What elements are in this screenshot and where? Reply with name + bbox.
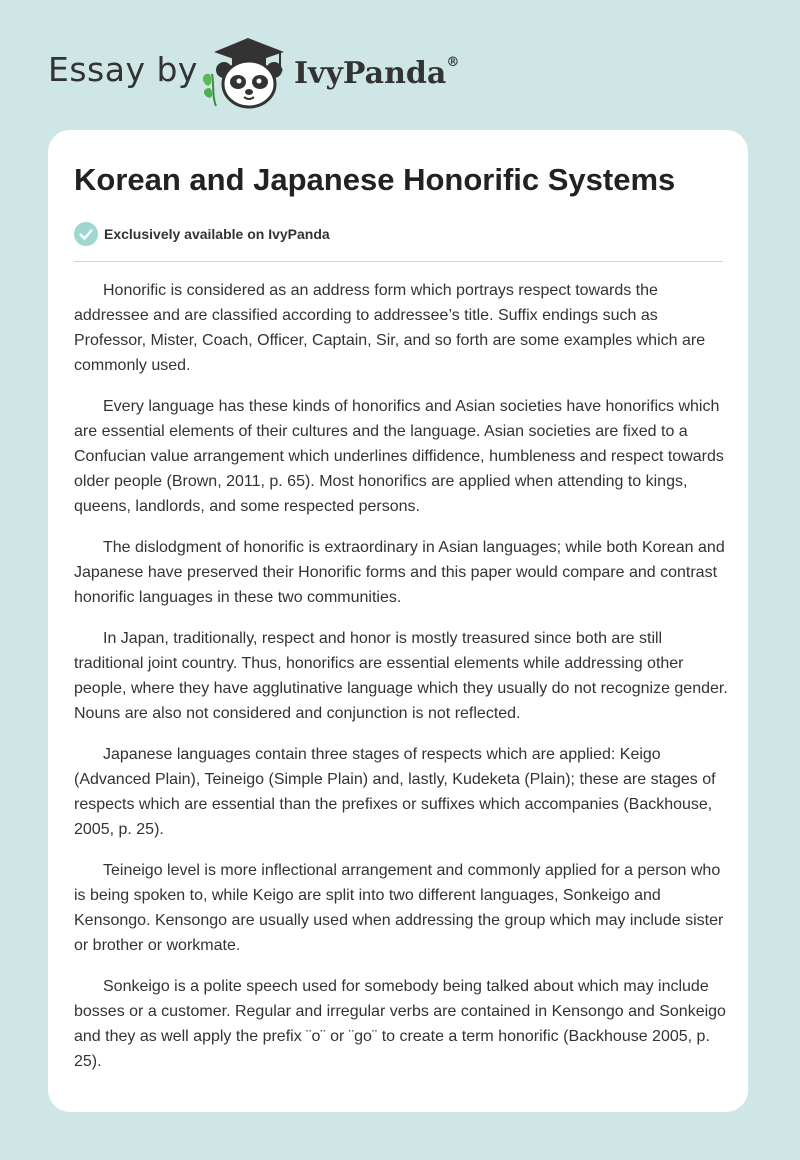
paragraph: Honorific is considered as an address form which portrays respect towards the addressee and are classified according to addressee’s title. Suffix endings such as Professor, Mister, Coach, Officer, Captain, Sir, and so forth are some examples which are commonly used.: [74, 282, 706, 374]
brand-prefix: Essay by: [48, 50, 198, 89]
exclusive-badge: [74, 222, 330, 246]
panda-graduate-logo-icon: [198, 34, 290, 110]
paragraph: Every language has these kinds of honorifics and Asian societies have honorifics which are essential elements of their cultures and the language. Asian societies are fixed to a Confucian value arrangement which underlines diffidence, humbleness and respect towards older people (Brown, 2011, p. 65). Most honorifics are applied when attending to kings, queens, landlords, and some respected persons.: [74, 398, 724, 515]
paragraph: In Japan, traditionally, respect and honor is mostly treasured since both are still traditional joint country. Thus, honorifics are essential elements while addressing other people, where they have agglutinative language which they usually do not recognize gender. Nouns are also not considered and conjunction is not reflected.: [74, 630, 728, 722]
paragraph: Japanese languages contain three stages of respects which are applied: Keigo (Advanced Plain), Teineigo (Simple Plain) and, lastly, Kudeketa (Plain); these are stages of respects which are essential than the prefixes or suffixes which accompanies (Backhouse, 2005, p. 25).: [74, 746, 716, 838]
exclusive-label: Exclusively available on IvyPanda: [104, 226, 330, 242]
essay-card: [48, 130, 748, 1112]
brand-name: IvyPanda®: [294, 55, 460, 91]
brand-header: [48, 30, 508, 110]
registered-mark: ®: [446, 55, 460, 70]
check-circle-icon: [74, 222, 98, 246]
essay-title: Korean and Japanese Honorific Systems: [74, 162, 676, 197]
title-divider: [74, 261, 723, 262]
paragraph: Teineigo level is more inflectional arrangement and commonly applied for a person who is being spoken to, while Keigo are split into two different languages, Sonkeigo and Kensongo. Kensongo are usually used when addressing the group which may include sister or brother or workmate.: [74, 862, 724, 954]
paragraph: Sonkeigo is a polite speech used for somebody being talked about which may include bosses or a customer. Regular and irregular verbs are contained in Kensongo and Sonkeigo and they as well apply the prefix ¨o¨ or ¨go¨ to create a term honorific (Backhouse 2005, p. 25).: [74, 978, 726, 1070]
essay-body: [74, 278, 728, 1090]
paragraph: The dislodgment of honorific is extraordinary in Asian languages; while both Korean and Japanese have preserved their Honorific forms and this paper would compare and contrast honorific languages in these two communities.: [74, 539, 725, 606]
